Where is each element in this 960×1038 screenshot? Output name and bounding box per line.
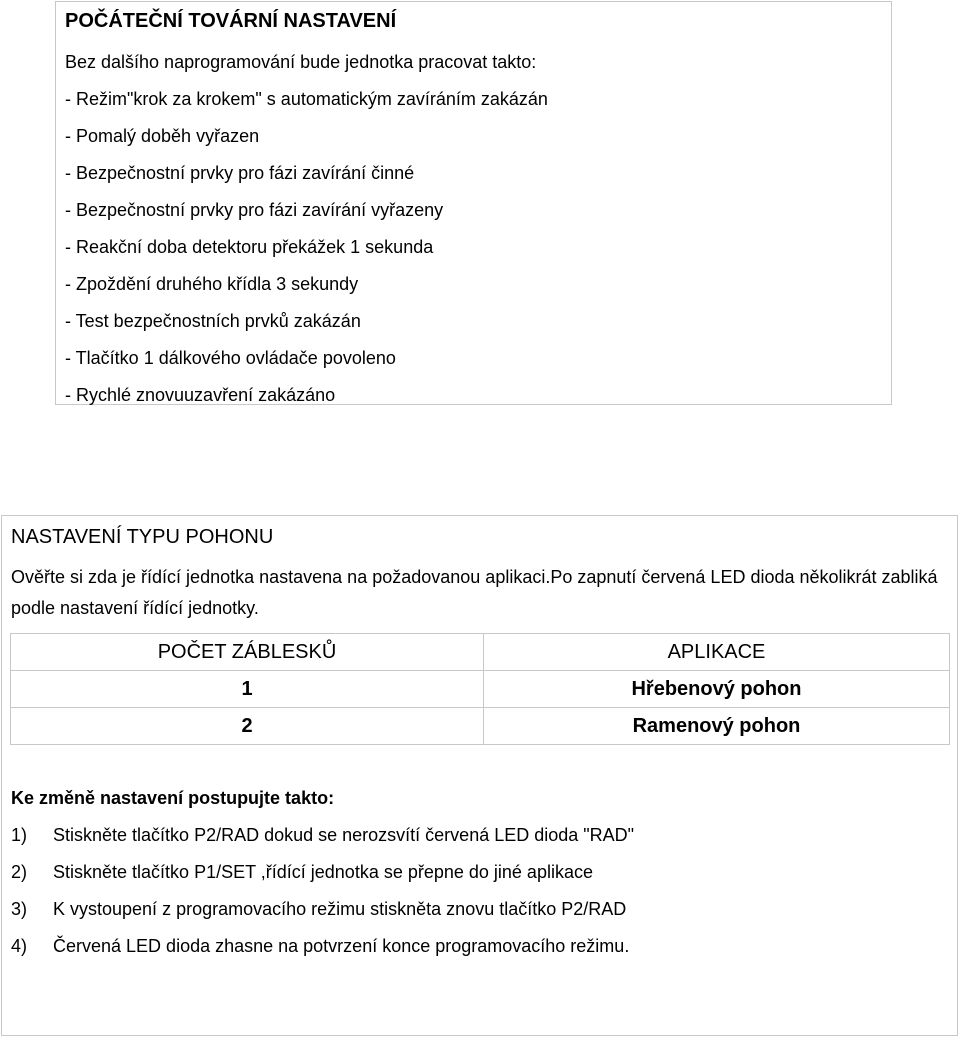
step-item bbox=[11, 936, 634, 973]
step-number: 2) bbox=[11, 862, 28, 882]
drive-type-box bbox=[1, 515, 958, 1036]
factory-defaults-title: POČÁTEČNÍ TOVÁRNÍ NASTAVENÍ bbox=[65, 10, 397, 32]
step-text: K vystoupení z programovacího režimu stiskněta znovu tlačítko P2/RAD bbox=[53, 899, 627, 919]
step-text: Červená LED dioda zhasne na potvrzení konce programovacího režimu. bbox=[53, 936, 630, 956]
steps-list bbox=[11, 825, 634, 973]
list-item: - Zpoždění druhého křídla 3 sekundy bbox=[65, 274, 359, 294]
factory-defaults-box bbox=[55, 1, 892, 405]
table-cell: 2 bbox=[11, 708, 484, 745]
list-item: - Bezpečnostní prvky pro fázi zavírání činné bbox=[65, 163, 415, 183]
list-item: - Režim"krok za krokem" s automatickým zavíráním zakázán bbox=[65, 89, 548, 109]
table-header-row bbox=[11, 634, 950, 671]
column-header-application: APLIKACE bbox=[484, 634, 950, 671]
step-number: 3) bbox=[11, 899, 28, 919]
column-header-flash-count: POČET ZÁBLESKŮ bbox=[11, 634, 484, 671]
table-row bbox=[11, 708, 950, 745]
step-text: Stiskněte tlačítko P2/RAD dokud se nerozsvítí červená LED dioda "RAD" bbox=[53, 825, 635, 845]
step-item bbox=[11, 899, 634, 936]
list-item: - Test bezpečnostních prvků zakázán bbox=[65, 311, 361, 331]
flash-count-table bbox=[10, 633, 950, 745]
list-item: - Rychlé znovuuzavření zakázáno bbox=[65, 385, 336, 405]
step-number: 1) bbox=[11, 825, 28, 845]
step-text: Stiskněte tlačítko P1/SET ,řídící jednotka se přepne do jiné aplikace bbox=[53, 862, 593, 882]
step-number: 4) bbox=[11, 936, 28, 956]
factory-defaults-intro: Bez dalšího naprogramování bude jednotka pracovat takto: bbox=[65, 52, 537, 72]
drive-type-title: NASTAVENÍ TYPU POHONU bbox=[11, 526, 274, 548]
list-item: - Bezpečnostní prvky pro fázi zavírání vyřazeny bbox=[65, 200, 444, 220]
table-cell: Hřebenový pohon bbox=[484, 671, 950, 708]
factory-defaults-list bbox=[65, 89, 548, 422]
steps-heading: Ke změně nastavení postupujte takto: bbox=[11, 788, 335, 808]
table-row bbox=[11, 671, 950, 708]
table-cell: 1 bbox=[11, 671, 484, 708]
list-item: - Reakční doba detektoru překážek 1 sekunda bbox=[65, 237, 434, 257]
list-item: - Pomalý doběh vyřazen bbox=[65, 126, 260, 146]
list-item: - Tlačítko 1 dálkového ovládače povoleno bbox=[65, 348, 396, 368]
step-item bbox=[11, 825, 634, 862]
table-cell: Ramenový pohon bbox=[484, 708, 950, 745]
step-item bbox=[11, 862, 634, 899]
drive-type-paragraph: Ověřte si zda je řídící jednotka nastavena na požadovanou aplikaci.Po zapnutí červená LED dioda několikrát zabliká podle nastavení řídící jednotky. bbox=[11, 567, 938, 618]
